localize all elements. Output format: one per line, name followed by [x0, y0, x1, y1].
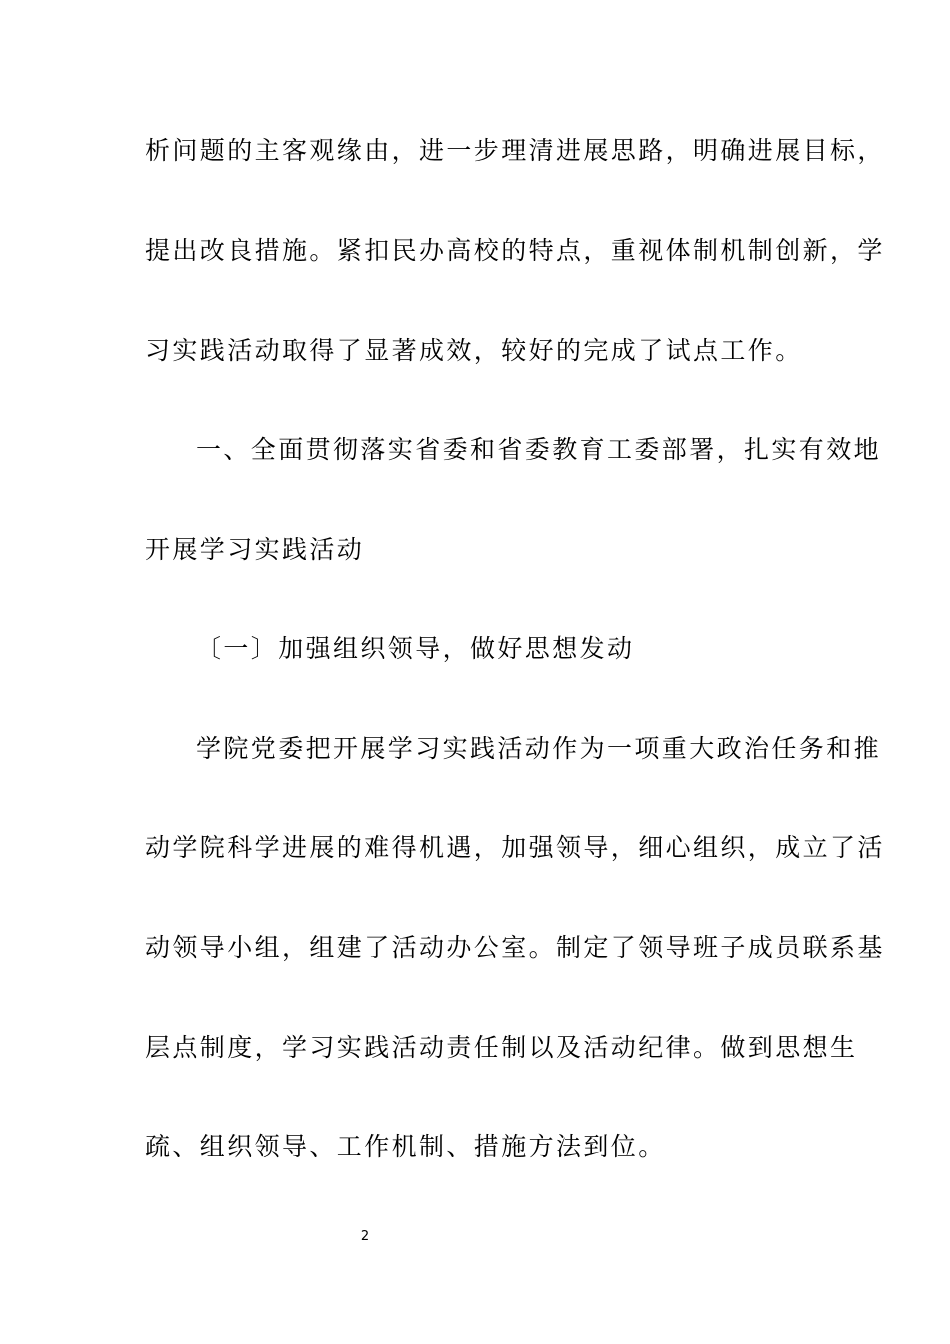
paragraph-line: 动学院科学进展的难得机遇，加强领导，细心组织，成立了活 — [145, 833, 885, 862]
paragraph-line: 疏、组织领导、工作机制、措施方法到位。 — [145, 1132, 666, 1161]
paragraph-line: 学院党委把开展学习实践活动作为一项重大政治任务和推 — [196, 734, 882, 763]
paragraph-line: 层点制度，学习实践活动责任制以及活动纪律。做到思想生 — [145, 1033, 858, 1062]
section-heading-line: 一、全面贯彻落实省委和省委教育工委部署，扎实有效地 — [196, 435, 882, 464]
paragraph-line: 提出改良措施。紧扣民办高校的特点，重视体制机制创新，学 — [145, 236, 885, 265]
section-heading-line: 开展学习实践活动 — [145, 535, 365, 564]
page-number: 2 — [360, 1229, 370, 1244]
paragraph-line: 习实践活动取得了显著成效，较好的完成了试点工作。 — [145, 336, 803, 365]
paragraph-line: 析问题的主客观缘由，进一步理清进展思路，明确进展目标， — [145, 136, 885, 165]
paragraph-line: 动领导小组，组建了活动办公室。制定了领导班子成员联系基 — [145, 933, 885, 962]
subsection-heading: 〔一〕加强组织领导，做好思想发动 — [196, 634, 635, 663]
